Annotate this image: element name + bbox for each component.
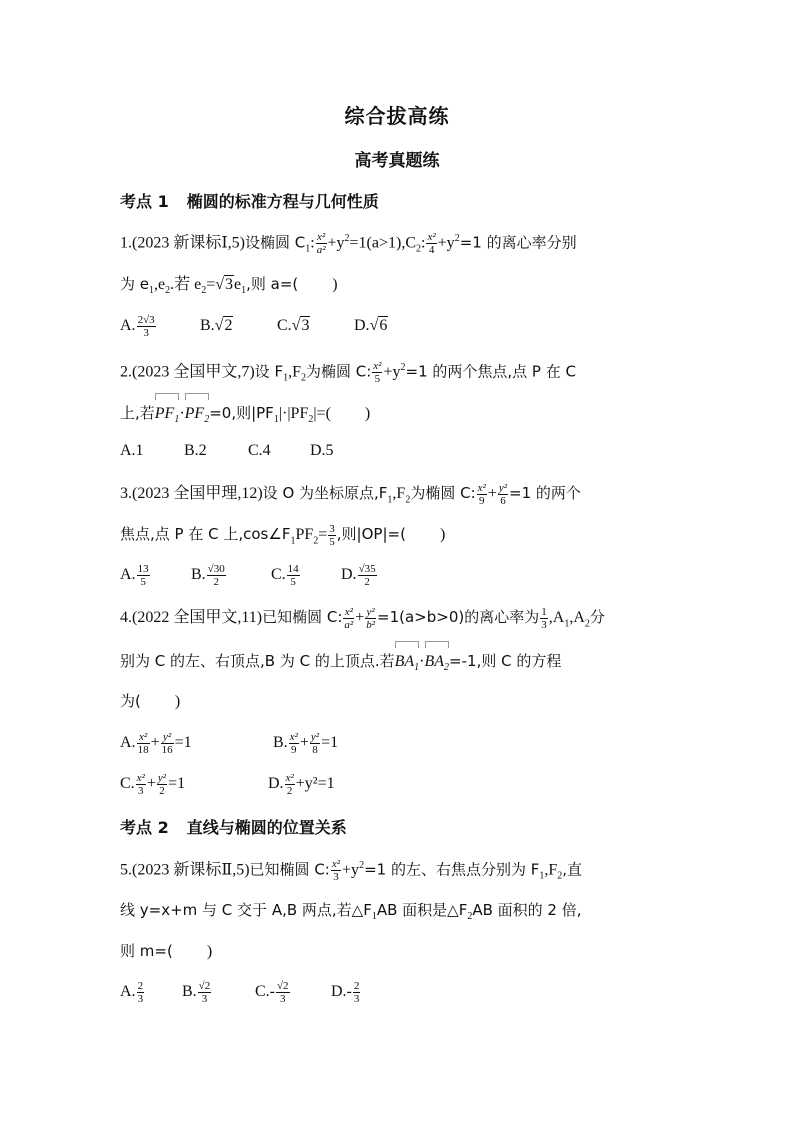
- option-c: C.- $\frac{√2}{3}$: [255, 980, 289, 1005]
- option-c: C.4: [248, 442, 271, 459]
- question-2-options: [120, 440, 680, 462]
- option-a: A. $\frac{13}{5}$: [120, 563, 149, 588]
- question-3-line-2: 焦点,点 P 在 C 上$,\cos\angle F_1PF_2=$ $\frac{3}{5}$ ,则|OP|=( ): [120, 523, 446, 548]
- section-heading-2: [120, 815, 347, 838]
- option-c: C. $\frac{14}{5}$: [271, 563, 299, 588]
- vector-pf1: $PF_1$: [155, 403, 180, 431]
- option-b: B.2: [184, 442, 207, 459]
- option-b: B. $\frac{√2}{3}$: [182, 980, 211, 1005]
- option-b: B. $\frac{√30}{2}$: [191, 563, 225, 588]
- option-d: D.√6: [354, 317, 388, 335]
- option-a: A. $\frac{2√3}{3}$: [120, 314, 155, 339]
- question-5-line-1: 5.(2023 新课标Ⅱ,5)已知椭圆 C: $\frac{\text{x²}}{3}$ $+y^2=1$ 的左、右焦点分别为 $F_1,F_2$,直: [120, 858, 583, 884]
- option-d: D.5: [310, 442, 334, 459]
- page-title: 综合拔高练: [344, 104, 450, 128]
- question-3-line-1: 3.(2023 全国甲理,12)设 O 为坐标原点$,F_1,F_2$为椭圆 C: $\frac{\text{x²}}{9}$ + $\frac{\text{y²}}{6}$ =1 的两个: [120, 482, 581, 507]
- vector-ba2: $BA_2$: [425, 651, 450, 679]
- question-1-line-1: 1.(2023 新课标Ⅰ,5)设椭圆 $C_1$: $\frac{\text{x²}}{\text{a²}}$ $+y^2=1(a>1),C_2$: $\frac{\text{x²}}{4}$ $+y^2=1$ 的离心率分别: [120, 231, 577, 257]
- option-d: D.- $\frac{2}{3}$: [331, 980, 360, 1005]
- option-d: D. $\frac{\text{x²}}{2}$ +y²=1: [268, 772, 335, 797]
- fraction: $\frac{\text{x²}}{\text{a²}}$: [316, 231, 326, 257]
- section-name: 椭圆的标准方程与几何性质: [186, 192, 379, 211]
- vector-ba1: $BA_1$: [395, 651, 420, 679]
- fraction: $\frac{\text{x²}}{4}$: [427, 231, 436, 257]
- question-4-line-1: 4.(2022 全国甲文,11)已知椭圆 C: $\frac{\text{x²}}{\text{a²}}$ + $\frac{\text{y²}}{\text{b²}}$ =1(a>b>0)的离心率为 $\frac{1}{3}$ $,A_1,A_2$分: [120, 606, 605, 631]
- section-label: 考点 1: [120, 192, 169, 211]
- question-4-options-row-2: [120, 772, 680, 797]
- question-2-line-1: 2.(2023 全国甲文,7)设 $F_1,F_2$为椭圆 C: $\frac{\text{x²}}{5}$ $+y^2=1$ 的两个焦点,点 P 在 C: [120, 360, 576, 386]
- question-2-line-2: 上,若 $PF_1\cdot$ $PF_2=0$,则$|PF_1|\cdot|PF_2|=$( ): [120, 402, 680, 431]
- question-5-line-3: 则 m=( ): [120, 942, 213, 960]
- option-c: C. $\frac{\text{x²}}{3}$ + $\frac{\text{y²}}{2}$ =1: [120, 772, 186, 797]
- option-d: D. $\frac{√35}{2}$: [341, 563, 376, 588]
- vector-pf2: $PF_2$: [185, 403, 210, 431]
- question-1-line-2: 为 $e_1,e_2$.若 $e_2=√3e_1$,则 a=( ): [120, 275, 338, 297]
- fraction: $\frac{\text{x²}}{5}$: [373, 360, 382, 386]
- option-a: A. $\frac{\text{x²}}{18}$ + $\frac{\text{y²}}{16}$ =1: [120, 731, 192, 756]
- option-a: A.1: [120, 442, 144, 459]
- option-b: B. $\frac{\text{x²}}{9}$ + $\frac{\text{y²}}{8}$ =1: [273, 731, 339, 756]
- question-4-line-3: 为( ): [120, 692, 181, 710]
- section-heading-1: [120, 189, 379, 212]
- question-3-options: [120, 563, 680, 588]
- question-5-options: [120, 980, 680, 1005]
- question-1-options: [120, 314, 680, 339]
- option-c: C.√3: [277, 317, 310, 335]
- section-name: 直线与椭圆的位置关系: [186, 818, 347, 837]
- question-4-line-2: 别为 C 的左、右顶点,B 为 C 的上顶点.若 $BA_1\cdot$ $BA_2=-1$,则 C 的方程: [120, 650, 680, 679]
- option-b: B.√2: [200, 317, 233, 335]
- question-4-options-row-1: [120, 731, 680, 756]
- question-5-line-2: 线 y=x+m 与 C 交于 A,B 两点,若$\triangle F_1AB$ 面积是$\triangle F_2AB$ 面积的 2 倍,: [120, 901, 582, 923]
- page-subtitle: 高考真题练: [354, 151, 440, 171]
- section-label: 考点 2: [120, 818, 169, 837]
- option-a: A. $\frac{2}{3}$: [120, 980, 144, 1005]
